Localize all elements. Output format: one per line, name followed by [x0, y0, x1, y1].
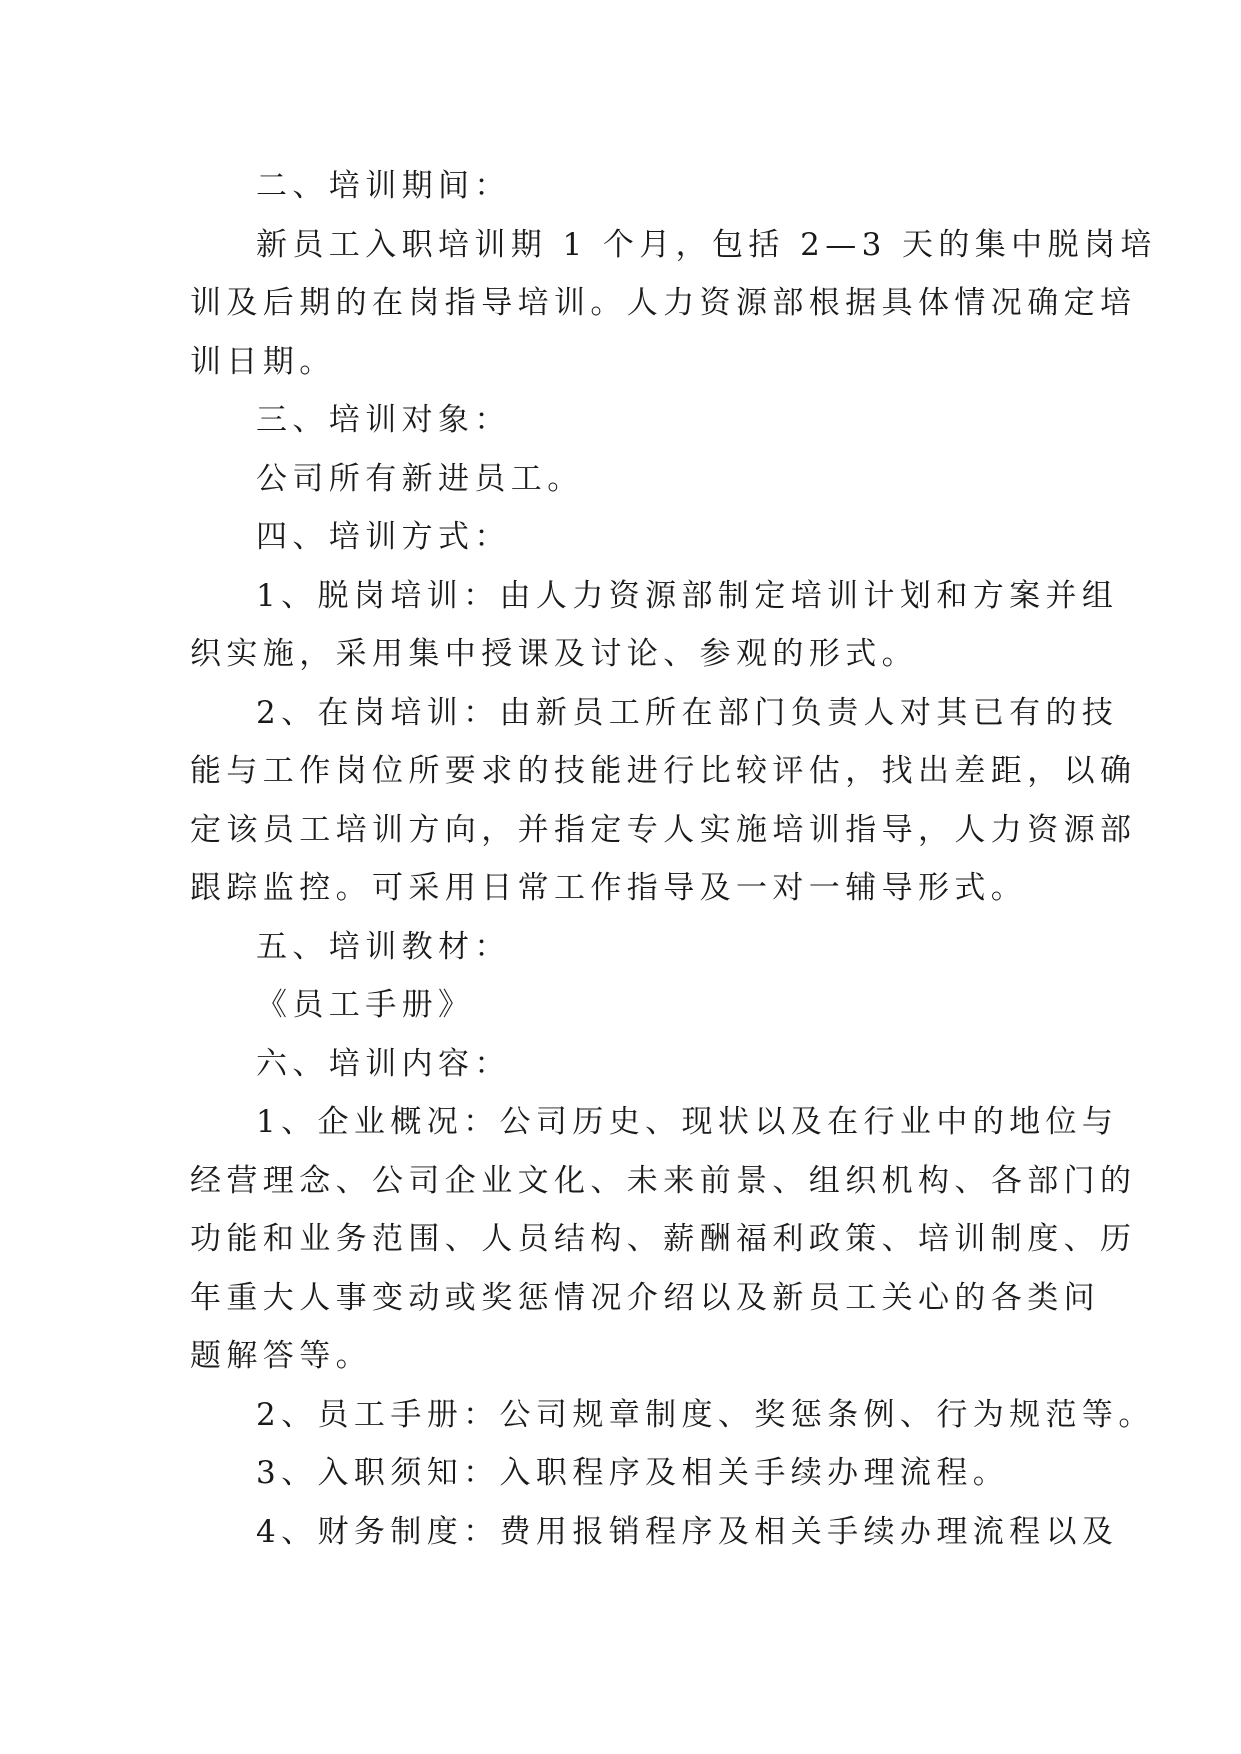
paragraph-line: 新员工入职培训期 1 个月，包括 2—3 天的集中脱岗培	[256, 226, 1157, 263]
paragraph-line: 公司所有新进员工。	[256, 460, 584, 497]
paragraph-line: 2、在岗培训：由新员工所在部门负责人对其已有的技	[256, 694, 1119, 731]
document-page	[190, 157, 1157, 1561]
paragraph-line: 年重大人事变动或奖惩情况介绍以及新员工关心的各类问	[190, 1279, 1100, 1316]
paragraph-line: 训日期。	[190, 343, 336, 380]
paragraph-line: 1、企业概况：公司历史、现状以及在行业中的地位与	[256, 1104, 1119, 1140]
paragraph-line: 跟踪监控。可采用日常工作指导及一对一辅导形式。	[190, 870, 1028, 906]
paragraph-line: 1、脱岗培训：由人力资源部制定培训计划和方案并组	[256, 577, 1119, 614]
paragraph-line: 定该员工培训方向，并指定专人实施培训指导，人力资源部	[190, 811, 1137, 848]
paragraph-line: 功能和业务范围、人员结构、薪酬福利政策、培训制度、历	[190, 1221, 1137, 1257]
section-heading-training-content: 六、培训内容：	[256, 1045, 511, 1082]
paragraph-line: 《员工手册》	[256, 987, 475, 1023]
paragraph-line: 能与工作岗位所要求的技能进行比较评估，找出差距，以确	[190, 753, 1137, 789]
section-heading-training-materials: 五、培训教材：	[256, 928, 511, 965]
section-heading-training-target: 三、培训对象：	[256, 402, 511, 438]
paragraph-line: 3、入职须知：入职程序及相关手续办理流程。	[256, 1455, 1010, 1491]
paragraph-line: 训及后期的在岗指导培训。人力资源部根据具体情况确定培	[190, 285, 1137, 321]
paragraph-line: 经营理念、公司企业文化、未来前景、组织机构、各部门的	[190, 1162, 1137, 1199]
paragraph-line: 织实施，采用集中授课及讨论、参观的形式。	[190, 636, 918, 672]
section-heading-training-method: 四、培训方式：	[256, 519, 511, 555]
paragraph-line: 2、员工手册：公司规章制度、奖惩条例、行为规范等。	[256, 1396, 1155, 1433]
paragraph-line: 4、财务制度：费用报销程序及相关手续办理流程以及	[256, 1513, 1119, 1550]
paragraph-line: 题解答等。	[190, 1338, 372, 1374]
section-heading-training-period: 二、培训期间：	[256, 168, 511, 204]
